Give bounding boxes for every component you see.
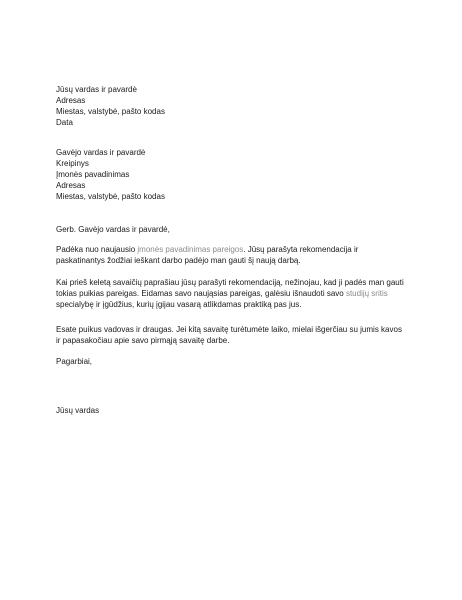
recipient-name: Gavėjo vardas ir pavardė [56, 148, 146, 157]
field-of-study-placeholder: studijų sritis [345, 289, 388, 298]
recipient-title: Kreipinys [56, 159, 89, 168]
paragraph-1-after: . Jūsų parašyta rekomendacija ir paskatinantys žodžiai ieškant darbo padėjo man gauti šį naują darbą. [56, 245, 359, 265]
sender-name: Jūsų vardas ir pavardė [56, 85, 137, 94]
sender-city-line: Miestas, valstybė, pašto kodas [56, 107, 165, 116]
paragraph-2 [56, 277, 408, 310]
recipient-city-line: Miestas, valstybė, pašto kodas [56, 192, 165, 201]
paragraph-3-text: Esate puikus vadovas ir draugas. Jei kitą savaitę turėtumėte laiko, mielai išgerčiau su jumis kavos ir papasakočiau apie savo pirmąją savaitę darbe. [56, 325, 402, 345]
paragraph-2-text [56, 277, 408, 310]
recipient-company: Įmonės pavadinimas [56, 170, 130, 179]
sender-address: Adresas [56, 96, 86, 105]
closing-text: Pagarbiai, [56, 357, 93, 366]
sender-block [56, 84, 408, 128]
signature [56, 405, 408, 416]
signature-name: Jūsų vardas [56, 406, 100, 415]
paragraph-3 [56, 324, 408, 346]
paragraph-2-after: specialybę ir įgūdžius, kurių įgijau vasarą atlikdamas praktiką pas jus. [56, 300, 302, 309]
salutation-text: Gerb. Gavėjo vardas ir pavardė, [56, 225, 170, 234]
closing [56, 356, 408, 367]
recipient-address: Adresas [56, 181, 86, 190]
company-position-placeholder: įmonės pavadinimas pareigos [137, 245, 244, 254]
paragraph-1-before: Padėka nuo naujausio [56, 245, 138, 254]
paragraph-1-text [56, 244, 408, 266]
recipient-block [56, 147, 408, 202]
paragraph-2-before: Kai prieš keletą savaičių paprašiau jūsų parašyti rekomendaciją, nežinojau, kad ji padės man gauti tokias puikias pareigas. Eidamas savo naująsias pareigas, galėsiu išnaudoti savo [56, 278, 404, 298]
salutation [56, 224, 408, 235]
paragraph-1 [56, 244, 408, 266]
sender-date: Data [56, 118, 73, 127]
